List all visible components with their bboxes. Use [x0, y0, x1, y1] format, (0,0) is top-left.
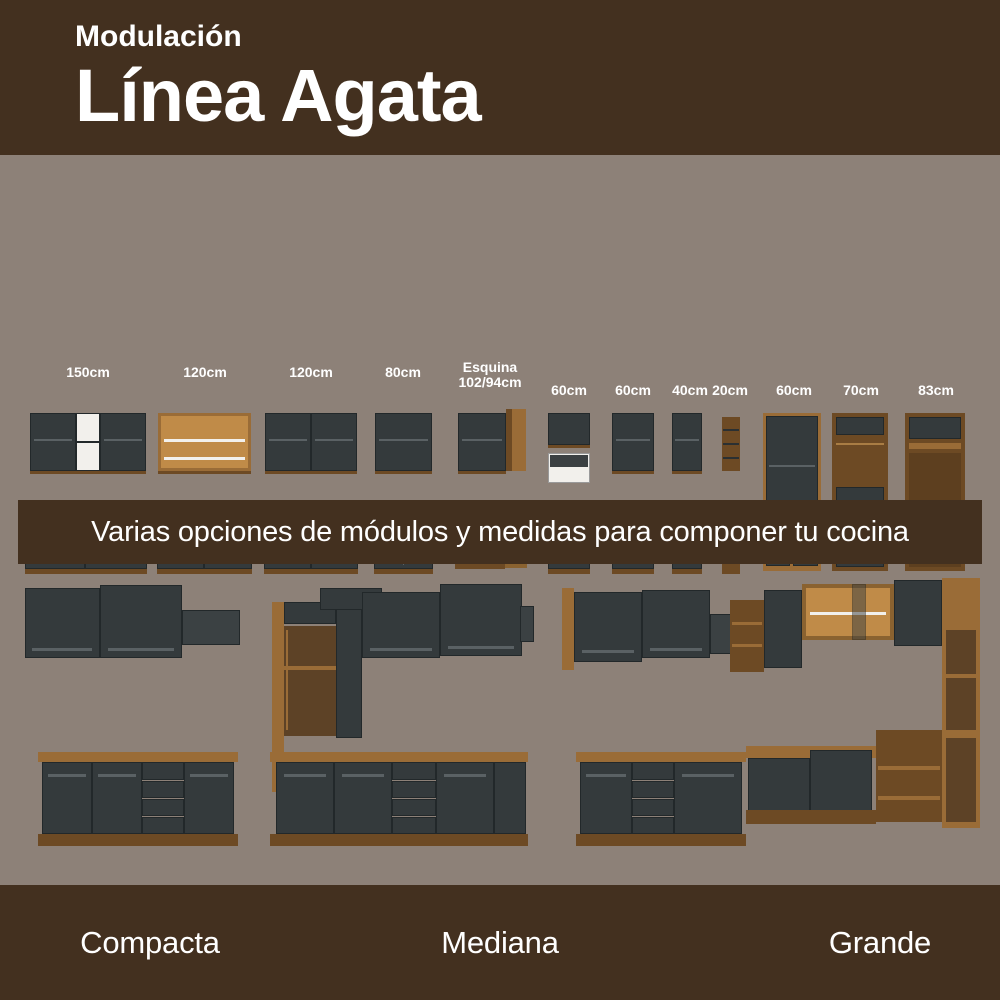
module-label-esquina-text: Esquina [462, 359, 518, 375]
module-label-text: 60cm [615, 382, 651, 398]
header-subtitle: Modulación [75, 20, 242, 53]
kitchen-scene-grande[interactable] [552, 570, 982, 885]
module-label-text: 120cm [183, 364, 227, 380]
module-label-text: 20cm [712, 382, 748, 398]
module-upper-120cm[interactable] [265, 413, 357, 471]
module-upper-20cm[interactable] [722, 417, 740, 471]
module-label-120cm-b [261, 365, 361, 380]
module-label-text: 60cm [776, 382, 812, 398]
module-label-text: 80cm [385, 364, 421, 380]
module-label-120cm-a [155, 365, 255, 380]
module-label-70cm [820, 383, 902, 398]
module-label-esquina [439, 360, 541, 390]
module-upper-esquina[interactable] [458, 413, 526, 471]
module-upper-60cm-b[interactable] [612, 413, 654, 471]
module-upper-80cm[interactable] [375, 413, 432, 471]
banner-text: Varias opciones de módulos y medidas para componer tu cocina [18, 500, 982, 564]
module-upper-150cm[interactable] [30, 413, 146, 471]
module-label-text: 70cm [843, 382, 879, 398]
module-upper-40cm[interactable] [672, 413, 702, 471]
footer-label-grande: Grande [828, 924, 932, 960]
footer-bar [0, 885, 1000, 1000]
module-label-text: 83cm [918, 382, 954, 398]
module-label-text: 150cm [66, 364, 110, 380]
footer-label-mediana: Mediana [441, 924, 559, 960]
kitchen-scene-compacta[interactable] [20, 570, 245, 885]
kitchen-scenes [0, 570, 1000, 885]
module-label-80cm [353, 365, 453, 380]
module-label-text: 60cm [551, 382, 587, 398]
footer-label-compacta: Compacta [80, 924, 220, 960]
modules-panel [0, 155, 1000, 475]
module-label-text: 40cm [672, 382, 708, 398]
page-header [0, 0, 1000, 155]
module-upper-120cm-glass[interactable] [158, 413, 251, 471]
module-label-150cm [38, 365, 138, 380]
page-title: Línea Agata [75, 54, 481, 137]
module-label-text: 102/94cm [458, 374, 522, 390]
kitchen-scene-mediana[interactable] [262, 570, 537, 885]
module-upper-60cm-a[interactable] [548, 413, 590, 485]
module-label-83cm [895, 383, 977, 398]
module-label-text: 120cm [289, 364, 333, 380]
